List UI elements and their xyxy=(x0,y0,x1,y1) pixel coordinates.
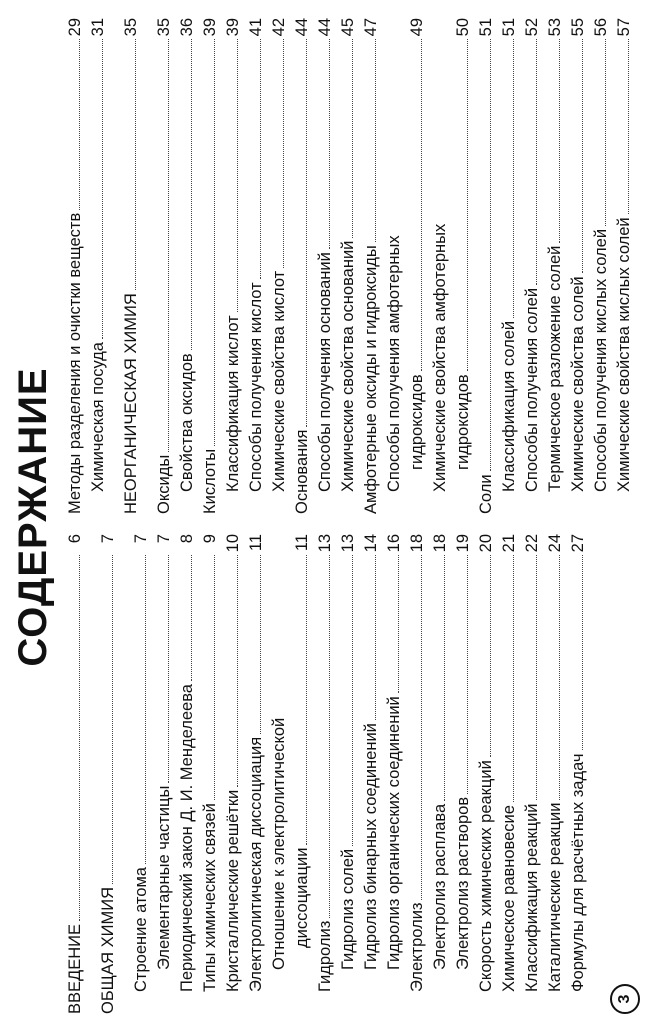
toc-entry[interactable] xyxy=(176,534,199,1014)
toc-entry[interactable] xyxy=(337,534,360,1014)
toc-entry-title: Химические свойства кислот xyxy=(270,270,288,492)
toc-entry-title: Способы получения кислот xyxy=(247,282,265,492)
toc-entry-page: 11 xyxy=(293,534,311,552)
dot-leader xyxy=(168,39,169,451)
dot-leader xyxy=(398,555,399,693)
page-number-badge: 3 xyxy=(610,984,640,1014)
toc-entry-title-cont: гидроксидов xyxy=(408,374,426,470)
toc-entry-title: Способы получения кислых солей xyxy=(592,228,610,492)
toc-entry-page: 6 xyxy=(66,534,84,544)
toc-entry-page: 29 xyxy=(66,18,84,37)
section-gap xyxy=(120,534,130,1014)
dot-leader xyxy=(145,555,146,864)
toc-entry[interactable] xyxy=(222,534,245,1014)
toc-entry-page: 44 xyxy=(316,18,334,37)
toc-right-column xyxy=(64,18,636,514)
toc-entry[interactable] xyxy=(337,18,360,514)
dot-leader xyxy=(421,555,422,899)
toc-entry[interactable] xyxy=(567,18,590,514)
dot-leader xyxy=(513,555,514,802)
toc-entry-title: Периодический закон Д. И. Менделеева xyxy=(178,684,196,992)
toc-entry[interactable] xyxy=(567,534,590,1014)
toc-entry[interactable] xyxy=(245,18,268,514)
toc-entry[interactable] xyxy=(87,18,110,514)
toc-entry-title: Основания xyxy=(293,429,311,514)
toc-entry[interactable] xyxy=(153,534,176,1014)
toc-entry-page: 18 xyxy=(431,534,449,553)
dot-leader xyxy=(490,39,491,471)
toc-entry-title: Химические свойства оснований xyxy=(339,240,357,492)
toc-entry-title: Химические свойства солей xyxy=(569,276,587,492)
toc-entry-page: 52 xyxy=(523,18,541,37)
toc-entry-page: 53 xyxy=(546,18,564,37)
toc-entry-page: 9 xyxy=(201,534,219,544)
toc-entry-title: Гидролиз органических соединений xyxy=(385,696,403,970)
toc-entry-title: Классификация реакций xyxy=(523,803,541,992)
toc-entry[interactable] xyxy=(360,534,383,1014)
toc-entry[interactable] xyxy=(544,18,567,514)
section-gap xyxy=(143,18,153,514)
toc-entry[interactable] xyxy=(429,534,452,1014)
toc-entry[interactable] xyxy=(590,18,613,514)
toc-entry-title: Термическое разложение солей xyxy=(546,245,564,492)
toc-entry-title: Способы получения солей xyxy=(523,287,541,492)
dot-leader xyxy=(375,39,376,242)
dot-leader xyxy=(559,39,560,242)
toc-entry-page: 10 xyxy=(224,534,242,553)
toc-entry-page: 13 xyxy=(316,534,334,553)
dot-leader xyxy=(467,39,468,371)
toc-entry-page: 7 xyxy=(99,534,117,544)
toc-entry-page: 22 xyxy=(523,534,541,553)
page-title: СОДЕРЖАНИЕ xyxy=(11,367,55,667)
toc-entry[interactable] xyxy=(452,534,475,1014)
toc-entry-title: Соли xyxy=(477,474,495,514)
dot-leader xyxy=(306,39,307,426)
toc-entry[interactable] xyxy=(268,534,314,1014)
dot-leader xyxy=(112,555,113,884)
toc-entry[interactable] xyxy=(268,18,291,514)
dot-leader xyxy=(168,555,169,783)
dot-leader xyxy=(283,39,284,267)
dot-leader xyxy=(421,39,422,371)
section-gap xyxy=(110,18,120,514)
dot-leader xyxy=(605,39,606,226)
toc-entry-title: Кристаллические решётки xyxy=(224,789,242,992)
dot-leader xyxy=(490,555,491,757)
toc-entry-title: Классификация кислот xyxy=(224,315,242,492)
toc-entry-page: 50 xyxy=(454,18,472,37)
toc-entry[interactable] xyxy=(64,18,87,514)
dot-leader xyxy=(467,555,468,794)
dot-leader xyxy=(214,555,215,800)
dot-leader xyxy=(513,39,514,318)
toc-entry-title: Каталитические реакции xyxy=(546,802,564,992)
toc-entry-page: 14 xyxy=(362,534,380,553)
toc-entry-page: 39 xyxy=(201,18,219,37)
dot-leader xyxy=(352,555,353,846)
dot-leader xyxy=(237,39,238,312)
toc-entry-title: Формулы для расчётных задач xyxy=(569,753,587,992)
toc-entry-page: 55 xyxy=(569,18,587,37)
toc-entry[interactable] xyxy=(383,18,429,514)
toc-entry-page: 7 xyxy=(132,534,150,544)
toc-entry-title: НЕОРГАНИЧЕСКАЯ ХИМИЯ xyxy=(122,293,140,514)
toc-entry-page: 47 xyxy=(362,18,380,37)
toc-entry[interactable] xyxy=(176,18,199,514)
toc-entry-page: 20 xyxy=(477,534,495,553)
dot-leader xyxy=(260,39,261,279)
toc-entry-title: ОБЩАЯ ХИМИЯ xyxy=(99,886,117,1014)
toc-entry[interactable] xyxy=(245,534,268,1014)
toc-entry-title: Амфотерные оксиды и гидроксиды xyxy=(362,245,380,514)
toc-entry-title: Способы получения оснований xyxy=(316,252,334,492)
toc-entry-page: 7 xyxy=(155,534,173,544)
toc-entry-page: 27 xyxy=(569,534,587,553)
toc-entry-page: 56 xyxy=(592,18,610,37)
toc-entry-title: Электролиз расплава xyxy=(431,803,449,970)
toc-entry-title-cont: диссоциации xyxy=(293,847,311,948)
toc-entry-page: 21 xyxy=(500,534,518,553)
toc-entry-title: Химические свойства кислых солей xyxy=(615,217,633,492)
toc-entry-page: 51 xyxy=(500,18,518,37)
toc-entry-page: 41 xyxy=(247,18,265,37)
toc-entry[interactable] xyxy=(521,18,544,514)
toc-entry-title: Гидролиз бинарных соединений xyxy=(362,723,380,970)
toc-entry-page: 19 xyxy=(454,534,472,553)
toc-entry[interactable] xyxy=(475,534,498,1014)
dot-leader xyxy=(582,555,583,750)
dot-leader xyxy=(352,39,353,237)
toc-entry-page: 51 xyxy=(477,18,495,37)
toc-entry-title: Классификация солей xyxy=(500,320,518,492)
toc-entry-page: 44 xyxy=(293,18,311,37)
toc-entry-title: ВВЕДЕНИЕ xyxy=(66,924,84,1014)
toc-entry-page: 8 xyxy=(178,534,196,544)
toc-entry-page: 36 xyxy=(178,18,196,37)
toc-entry-title: Кислоты xyxy=(201,448,219,514)
dot-leader xyxy=(102,39,103,339)
toc-entry-page: 42 xyxy=(270,18,288,37)
toc-entry-title: Строение атома xyxy=(132,867,150,992)
toc-entry[interactable] xyxy=(613,18,636,514)
toc-entry[interactable] xyxy=(498,534,521,1014)
dot-leader xyxy=(329,39,330,249)
dot-leader xyxy=(79,555,80,921)
dot-leader xyxy=(329,555,330,917)
toc-entry-page: 24 xyxy=(546,534,564,553)
toc-entry-title: Гидролиз xyxy=(316,920,334,992)
toc-entry-title: Химическая посуда xyxy=(89,342,107,492)
toc-entry[interactable] xyxy=(130,534,153,1014)
dot-leader xyxy=(135,39,136,290)
toc-entry[interactable] xyxy=(64,534,87,1014)
toc-entry-title: Свойства оксидов xyxy=(178,353,196,492)
toc-entry-page: 11 xyxy=(247,534,265,552)
dot-leader xyxy=(582,39,583,273)
dot-leader xyxy=(191,39,192,350)
toc-entry-page: 39 xyxy=(224,18,242,37)
toc-entry[interactable] xyxy=(406,534,429,1014)
toc-entry[interactable] xyxy=(544,534,567,1014)
toc-entry[interactable] xyxy=(314,18,337,514)
toc-entry-title: Оксиды xyxy=(155,454,173,514)
toc-entry-title: Гидролиз солей xyxy=(339,848,357,970)
toc-entry-page: 35 xyxy=(155,18,173,37)
toc-entry-title: Типы химических связей xyxy=(201,803,219,992)
dot-leader xyxy=(444,555,445,800)
dot-leader xyxy=(559,555,560,799)
toc-entry[interactable] xyxy=(222,18,245,514)
toc-entry-page: 16 xyxy=(385,534,403,553)
toc-entry[interactable] xyxy=(314,534,337,1014)
toc-entry-page: 13 xyxy=(339,534,357,553)
dot-leader xyxy=(536,555,537,800)
toc-entry-title: Методы разделения и очистки веществ xyxy=(66,212,84,514)
toc-entry-title: Электролиз растворов xyxy=(454,796,472,970)
toc-entry[interactable] xyxy=(120,18,143,514)
dot-leader xyxy=(536,39,537,285)
dot-leader xyxy=(79,39,80,209)
toc-entry-title: Химические свойства амфотерных xyxy=(431,223,449,492)
dot-leader xyxy=(191,555,192,681)
toc-entry[interactable] xyxy=(360,18,383,514)
toc-entry[interactable] xyxy=(429,18,475,514)
toc-entry-title-cont: гидроксидов xyxy=(454,374,472,470)
dot-leader xyxy=(237,555,238,786)
toc-entry[interactable] xyxy=(97,534,120,1014)
toc-entry[interactable] xyxy=(291,18,314,514)
toc-entry-title: Электролитическая диссоциация xyxy=(247,736,265,992)
toc-entry[interactable] xyxy=(199,18,222,514)
toc-entry-title: Способы получения амфотерных xyxy=(385,235,403,492)
toc-entry-page: 31 xyxy=(89,18,107,37)
toc-entry[interactable] xyxy=(199,534,222,1014)
toc-entry[interactable] xyxy=(383,534,406,1014)
toc-entry-page: 49 xyxy=(408,18,426,37)
toc-entry-page: 18 xyxy=(408,534,426,553)
toc-entry[interactable] xyxy=(153,18,176,514)
toc-entry-title: Электролиз xyxy=(408,902,426,992)
toc-entry[interactable] xyxy=(475,18,498,514)
dot-leader xyxy=(628,39,629,214)
section-gap xyxy=(87,534,97,1014)
toc-entry-page: 45 xyxy=(339,18,357,37)
toc-entry-page: 35 xyxy=(122,18,140,37)
toc-left-column xyxy=(64,534,590,1014)
toc-entry[interactable] xyxy=(498,18,521,514)
dot-leader xyxy=(375,555,376,720)
toc-entry-title: Отношение к электролитической xyxy=(270,717,288,970)
toc-entry[interactable] xyxy=(521,534,544,1014)
toc-entry-title: Химическое равновесие xyxy=(500,805,518,992)
dot-leader xyxy=(214,39,215,446)
dot-leader xyxy=(306,555,307,845)
toc-entry-page: 57 xyxy=(615,18,633,37)
toc-entry-title: Скорость химических реакций xyxy=(477,760,495,992)
dot-leader xyxy=(260,555,261,734)
toc-entry-title: Элементарные частицы xyxy=(155,785,173,970)
